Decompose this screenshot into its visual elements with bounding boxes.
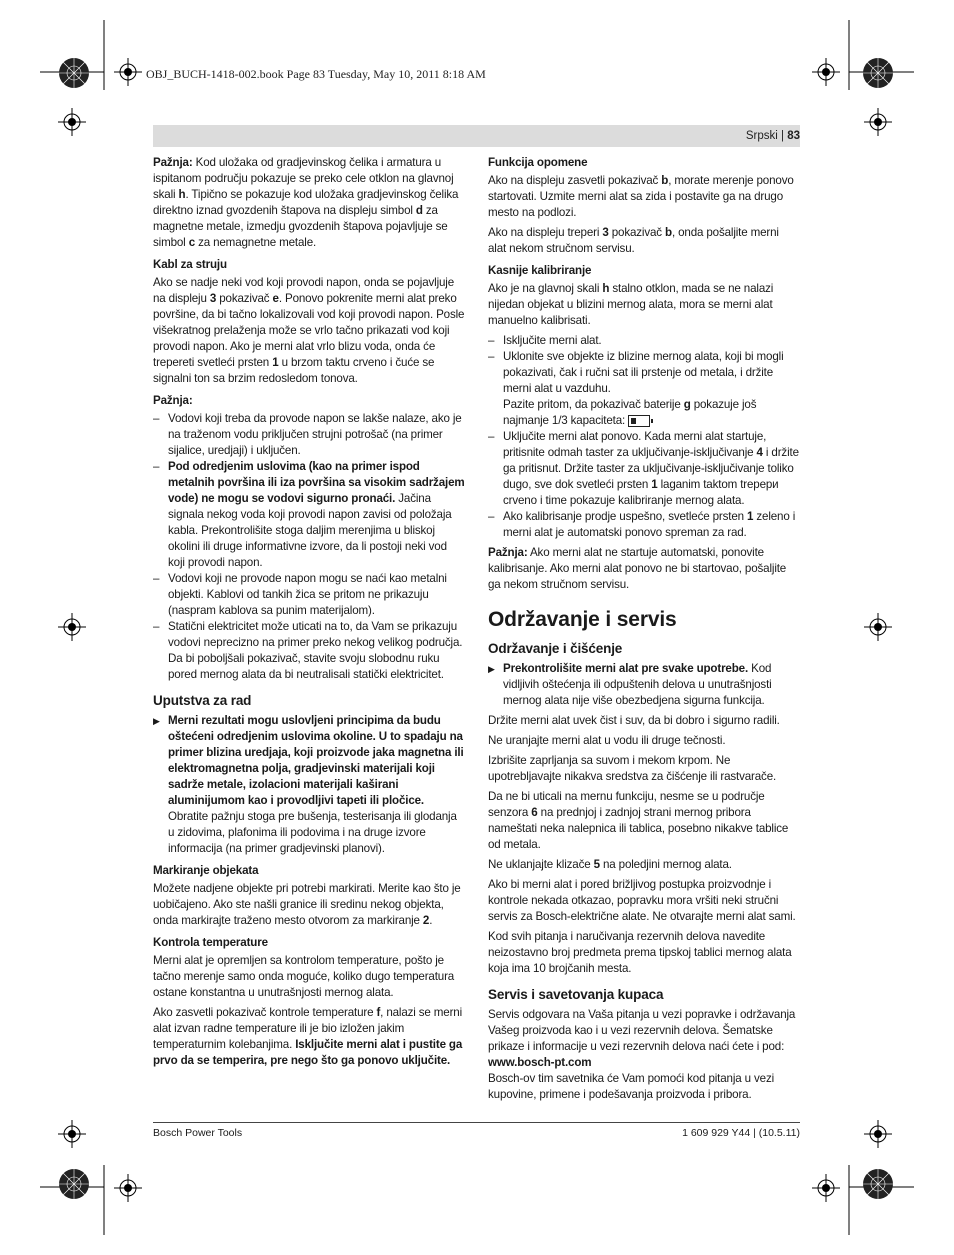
dash-list: [153, 411, 465, 683]
paragraph: Kod svih pitanja i naručivanja rezervnih delova navedite neizostavno broj predmeta prema tipskoj tablici mernog alata koja ima 10 brojčanih mesta.: [488, 930, 792, 975]
subheading-markiranje: Markiranje objekata: [153, 864, 259, 877]
print-slug: OBJ_BUCH-1418-002.book Page 83 Tuesday, May 10, 2011 8:18 AM: [146, 67, 486, 81]
paragraph: Merni alat je opremljen sa kontrolom temperature, pošto je tačno merenje samo onda moguće, koliko dugo temperatura ostane konstantna u unutrašnjosti mernog alata.: [153, 954, 455, 999]
list-item: – Pod odredjenim uslovima (kao na primer ispod metalnih površina ili iza površina sa visokim sadržajem vode) ne mogu se vodovi sigurno pronaći. Jačina signala nekog voda koji provodi napon zavisi od položaja kabla. Prekontrolišite stoga daljim merenjima u bliskoj okolini ili druge informativne izvore, da li postoji neki vod koji provodi napon.: [153, 459, 465, 571]
triangle-bullet-icon: ▶: [153, 716, 160, 726]
crosshair-icon: [864, 108, 892, 136]
crosshair-icon: [864, 613, 892, 641]
website-link[interactable]: www.bosch-pt.com: [488, 1056, 592, 1069]
section-title-odrzavanje: Održavanje i servis: [488, 608, 677, 631]
header-language: Srpski: [745, 130, 778, 142]
crosshair-icon: [114, 1174, 142, 1202]
paragraph: Ako se nadje neki vod koji provodi napon, onda se pojavljuje na displeju 3 pokazivač e. Ponovo pokrenite merni alat preko površine, da bi tačno lokalizovali vod koji provodi napon. Posle višekratnog prelaženja može se vrlo tačno prikazati vod koji provodi napon. Ako je merni alat vrlo blizu voda, onda će trepereti svetleći prsten 1 u brzom taktu crveno i čuće se signalni ton sa brzim redosledom tonova.: [153, 276, 465, 385]
paragraph: Ako je na glavnoj skali h stalno otklon, mada se ne nalazi nijedan objekat u blizini mernog alata, mora se merni alat manuelno kalibrisati.: [488, 282, 774, 327]
paragraph: Ne uklanjajte klizače 5 na poledjini mernog alata.: [488, 858, 732, 871]
paragraph: Servis odgovara na Vaša pitanja u vezi popravke i održavanja Vašeg proizvoda kao i u vezi rezervnih delova. Šematske prikaze i informacije u vezi rezervnih delova naći ćete i pod:: [488, 1008, 796, 1053]
triangle-bullet-icon: ▶: [488, 664, 495, 674]
footer-docid: 1 609 929 Y44 | (10.5.11): [682, 1127, 800, 1139]
subheading-kabl: Kabl za struju: [153, 258, 227, 271]
paragraph: Ako na displeju treperi 3 pokazivač b, onda pošaljite merni alat nekom stručnom servisu.: [488, 226, 779, 255]
paragraph: Ne uranjajte merni alat u vodu ili druge tečnosti.: [488, 734, 726, 747]
subheading-paznja: Pažnja:: [153, 394, 193, 407]
battery-icon: [628, 415, 650, 427]
crosshair-icon: [114, 58, 142, 86]
crosshair-icon: [812, 1174, 840, 1202]
starburst-icon: [862, 1168, 894, 1200]
header-bar: [153, 125, 800, 147]
paragraph: Ako zasvetli pokazivač kontrole temperature f, nalazi se merni alat izvan radne temperature ili je bio izložen jakim temperaturnim kolebanjima. Isključite merni alat i pustite ga prvo da se temperira, pre nego što ga ponovo uključite.: [153, 1006, 463, 1067]
footer-brand: Bosch Power Tools: [153, 1127, 243, 1139]
crosshair-icon: [58, 108, 86, 136]
paragraph: Ako bi merni alat i pored brižljivog postupka proizvodnje i kontrole nekada otkazao, popravku mora vršiti neki stručni servis za Bosch-električne alate. Ne otvarajte merni alat sami.: [488, 878, 796, 923]
paragraph: Pažnja: Kod uložaka od gradjevinskog čelika i armatura u ispitanom području pokazuje se preko cele otklon na glavnoj skali h. Tipično se pokazuje kod uložaka gradjevinskog čelika direktno iznad gvozdenih štapova na displeju simbol d za magnetne metale, izmedju gvozdenih štapova pojavljuje se simbol c za nemagnetne metale.: [153, 156, 459, 249]
paragraph: Ako na displeju zasvetli pokazivač b, morate merenje ponovo startovati. Uzmite merni alat sa zida i postavite ga na drugo mesto na podlozi.: [488, 174, 794, 219]
subheading-temperatura: Kontrola temperature: [153, 936, 268, 949]
list-item: – Vodovi koji ne provode napon mogu se naći kao metalni objekti. Kablovi od tankih žica se pritom ne prikazuju (naspram kablova sa punim materijalom).: [153, 571, 465, 619]
subheading-opomena: Funkcija opomene: [488, 156, 588, 169]
starburst-icon: [58, 1168, 90, 1200]
paragraph: Pažnja: Ako merni alat ne startuje automatski, ponovite kalibrisanje. Ako merni alat ponovo ne bi startovao, pošaljite ga nekom stručnom servisu.: [488, 546, 787, 591]
crosshair-icon: [812, 58, 840, 86]
left-column: [153, 155, 465, 1073]
list-item: – Uklonite sve objekte iz blizine mernog alata, koji bi mogli pokazivati, čak i ručni sat ili prstenje od metala, i držite merni alat u vazduhu. Pazite pritom, da pokazivač baterije g pokazuje još najmanje 1/3 kapaciteta:: [488, 349, 800, 429]
right-column: [488, 155, 800, 1107]
warning-item: ▶ Merni rezultati mogu uslovljeni principima da budu oštećeni odredjenim uslovima okoline. U to spadaju na primer blizina uredjaja, koji proizvode jaka magnetna ili elektromagnetna polja, gradjevinski materijali koji sadrže metale, izolacioni materijali kaširani aluminijumom kao i provodljivi tapeti ili pločice. Obratite pažnju stoga pre bušenja, testerisanja ili glodanja u zidovima, plafonima ili podovima i na druge izvore informacija (na primer gradjevinski planovi).: [153, 714, 464, 855]
paragraph: Držite merni alat uvek čist i suv, da bi dobro i sigurno radili.: [488, 714, 780, 727]
warning-item: ▶ Prekontrolišite merni alat pre svake upotrebe. Kod vidljivih oštećenja ili odpuštenih delova u unutrašnjosti mernog alata nije više obezbedjena sigurna funkcija.: [488, 662, 772, 707]
paragraph: Da ne bi uticali na mernu funkciju, nesme se u područje senzora 6 na prednjoj i zadnjoj strani mernog pribora nameštati neka nalepnica ili tablica, posebno nikakve tablice od metala.: [488, 790, 789, 851]
paragraph: Izbrišite zaprljanja sa suvom i mekom krpom. Ne upotrebljavajte nikakva sredstva za čišćenje ili rastvarače.: [488, 754, 777, 783]
dash-list: [488, 333, 800, 541]
list-item: – Vodovi koji treba da provode napon se lakše nalaze, ako je na traženom vodu priključen strujni potrošač (na primer sijalice, uredjaji) i uključen.: [153, 411, 465, 459]
list-item: – Ako kalibrisanje prodje uspešno, svetleće prsten 1 zeleno i merni alat je automatski ponovo spreman za rad.: [488, 509, 800, 541]
section-heading-ciscenje: Održavanje i čišćenje: [488, 641, 623, 656]
paragraph: Možete nadjene objekte pri potrebi markirati. Merite kao što je uobičajeno. Ako ste našli granice ili sredinu nekog objekta, onda markirajte traženo mesto otvorom za markiranje 2.: [153, 882, 461, 927]
footer-rule: [153, 1122, 800, 1123]
starburst-icon: [58, 57, 90, 89]
running-header: Srpski | 83: [745, 130, 800, 142]
section-heading-servis: Servis i savetovanja kupaca: [488, 987, 664, 1002]
list-item: – Statični elektricitet može uticati na to, da Vam se prikazuju vodovi neprecizno na primer preko nekog velikog područja. Da bi poboljšali pokazivač, stavite svoju slobodnu ruku pored mernog alata da bi neutralisali statički elektricitet.: [153, 619, 465, 683]
list-item: – Isključite merni alat.: [488, 333, 800, 349]
section-heading-uputstva: Uputstva za rad: [153, 693, 252, 708]
starburst-icon: [862, 57, 894, 89]
crosshair-icon: [58, 1120, 86, 1148]
paragraph: Bosch-ov tim savetnika će Vam pomoći kod pitanja u vezi kupovine, primene i podešavanja proizvoda i pribora.: [488, 1072, 775, 1101]
list-item: – Uključite merni alat ponovo. Kada merni alat startuje, pritisnite odmah taster za uključivanje-isključivanje 4 i držite ga pritisnut. Držite taster za uključivanje-isključivanje toliko dugo, sve dok svetleći prsten 1 laganim taktom trepери crveno i time pokazuje kalibriranje mernog alata.: [488, 429, 800, 509]
page-number: 83: [787, 130, 800, 142]
crosshair-icon: [58, 613, 86, 641]
subheading-kalibriranje: Kasnije kalibriranje: [488, 264, 592, 277]
crosshair-icon: [864, 1120, 892, 1148]
